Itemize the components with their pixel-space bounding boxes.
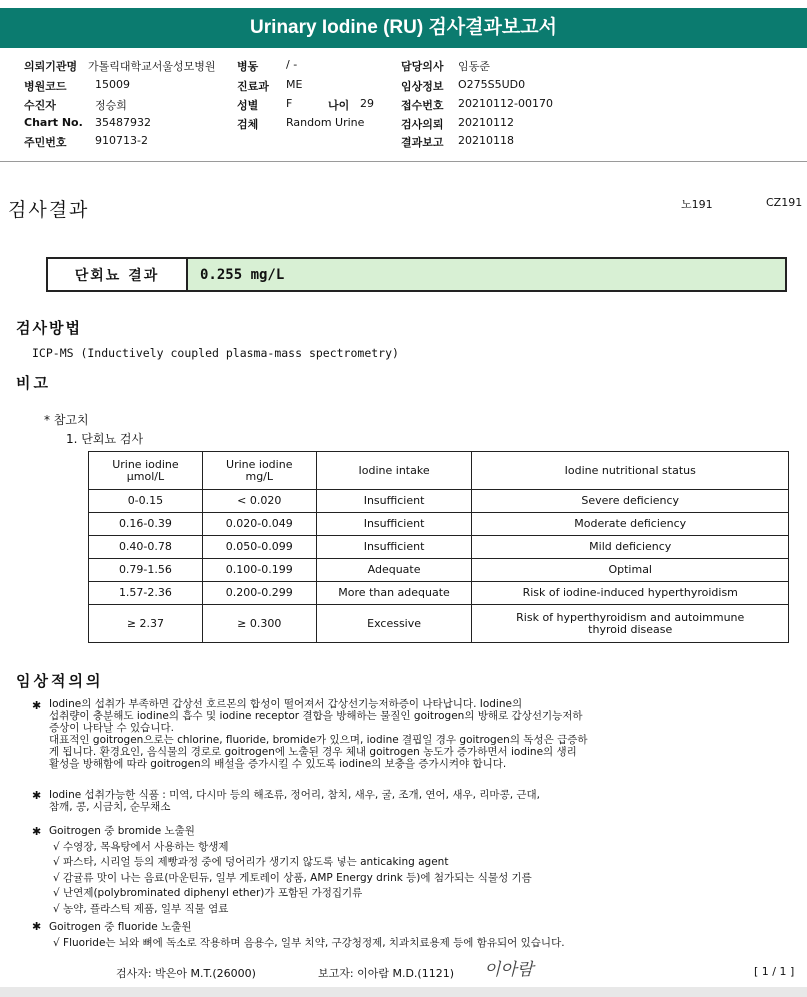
receipt-label: 접수번호	[401, 99, 444, 112]
reporter-signature: 보고자: 이아람 M.D.(1121)	[318, 967, 454, 980]
institution-label: 의뢰기관명	[24, 60, 78, 73]
clinical-para-4: Goitrogen 중 fluoride 노출원 √ Fluoride는 뇌와 뼈에 독소로 작용하며 음용수, 일부 치약, 구강청정제, 치과치료용제 등에 함유되어 있습니다.	[49, 921, 565, 949]
results-code-b: CZ191	[766, 196, 803, 209]
result-value: 0.255 mg/L	[188, 259, 785, 290]
method-heading: 검사방법	[16, 319, 82, 337]
request-value: 20210112	[458, 116, 514, 129]
table-cell: Risk of hyperthyroidism and autoimmune thyroid disease	[472, 605, 789, 643]
table-header-cell: Urine iodine μmol/L	[89, 452, 203, 490]
table-cell: Insufficient	[316, 536, 472, 559]
patient-label: 수진자	[24, 99, 56, 112]
table-cell: 0.050-0.099	[202, 536, 316, 559]
handwritten-signature: 이아람	[484, 960, 534, 980]
age-value: 29	[360, 97, 374, 110]
table-cell: Severe deficiency	[472, 490, 789, 513]
table-cell: Moderate deficiency	[472, 513, 789, 536]
table-cell: 0.020-0.049	[202, 513, 316, 536]
reference-heading: * 참고치	[44, 413, 89, 427]
patient-value: 정승희	[95, 99, 127, 112]
table-row	[89, 513, 789, 536]
department-label: 진료과	[237, 80, 269, 93]
reference-table	[88, 451, 789, 643]
tester-signature: 검사자: 박은아 M.T.(26000)	[116, 967, 256, 980]
table-header-cell: Iodine nutritional status	[472, 452, 789, 490]
receipt-value: 20210112-00170	[458, 97, 553, 110]
sex-label: 성별	[237, 99, 259, 112]
table-cell: 0-0.15	[89, 490, 203, 513]
table-cell: 0.79-1.56	[89, 559, 203, 582]
results-heading: 검사결과	[8, 199, 90, 221]
clinical-info-value: O275S5UD0	[458, 78, 526, 91]
chart-label: Chart No.	[24, 116, 83, 129]
page-indicator: [ 1 / 1 ]	[754, 965, 795, 978]
bullet-icon: ✱	[32, 825, 42, 838]
table-cell: ≥ 2.37	[89, 605, 203, 643]
bottom-bar	[0, 987, 807, 997]
table-cell: 0.16-0.39	[89, 513, 203, 536]
table-row	[89, 582, 789, 605]
hospital-code-value: 15009	[95, 78, 130, 91]
report-date-value: 20210118	[458, 134, 514, 147]
chart-value: 35487932	[95, 116, 151, 129]
table-row	[89, 536, 789, 559]
age-label: 나이	[328, 99, 350, 112]
clinical-para-3: Goitrogen 중 bromide 노출원 √ 수영장, 목욕탕에서 사용하는 항생제 √ 파스타, 시리얼 등의 제빵과정 중에 덩어리가 생기지 않도록 넣는 anticaking agent √ 감귤류 맛이 나는 음료(마운틴듀, 일부 게토레이 상품, AMP Energy drink 등)에 첨가되는 식물성 기름 √ 난연제(polybrominated diphenyl ether)가 포함된 가정집기류 √ 농약, 플라스틱 제품, 일부 직물 염료	[49, 825, 532, 915]
ward-label: 병동	[237, 60, 259, 73]
ward-value: / -	[286, 58, 298, 71]
method-text: ICP-MS (Inductively coupled plasma-mass spectrometry)	[32, 346, 399, 360]
remarks-heading: 비고	[16, 374, 51, 392]
hospital-code-label: 병원코드	[24, 80, 67, 93]
specimen-value: Random Urine	[286, 116, 365, 129]
table-cell: Adequate	[316, 559, 472, 582]
table-cell: ≥ 0.300	[202, 605, 316, 643]
table-cell: 0.40-0.78	[89, 536, 203, 559]
bullet-icon: ✱	[32, 699, 42, 712]
table-cell: Excessive	[316, 605, 472, 643]
bullet-icon: ✱	[32, 789, 42, 802]
report-title: Urinary Iodine (RU) 검사결과보고서	[0, 8, 807, 48]
table-cell: 1.57-2.36	[89, 582, 203, 605]
id-value: 910713-2	[95, 134, 148, 147]
table-row	[89, 559, 789, 582]
doctor-value: 임동준	[458, 60, 490, 73]
table-cell: Optimal	[472, 559, 789, 582]
table-cell: Insufficient	[316, 490, 472, 513]
table-cell: More than adequate	[316, 582, 472, 605]
result-label: 단회뇨 결과	[48, 259, 188, 290]
table-cell: Mild deficiency	[472, 536, 789, 559]
table-cell: Risk of iodine-induced hyperthyroidism	[472, 582, 789, 605]
header-separator	[0, 161, 807, 162]
institution-value: 가톨릭대학교서울성모병원	[88, 60, 216, 73]
clinical-para-1: Iodine의 섭취가 부족하면 갑상선 호르몬의 합성이 떨어져서 갑상선기능저하증이 나타납니다. Iodine의 섭취량이 충분해도 iodine의 흡수 및 iodine receptor 결합을 방해하는 물질인 goitrogen의 방해로 갑상선기능저하 증상이 나타날 수 있습니다. 대표적인 goitrogen으로는 chlorine, fluoride, bromide가 있으며, iodine 결핍일 경우 goitrogen의 독성은 급증하 게 됩니다. 환경요인, 음식물의 경로로 goitrogen에 노출된 경우 체내 goitrogen 농도가 증가하면서 iodine의 생리 활성을 방해함에 따라 goitrogen의 배설을 증가시킬 수 있도록 iodine의 보충을 증가시켜야 합니다.	[49, 698, 588, 770]
table-header-cell: Iodine intake	[316, 452, 472, 490]
id-label: 주민번호	[24, 136, 67, 149]
clinical-para-2: Iodine 섭취가능한 식품 : 미역, 다시마 등의 해조류, 정어리, 참치, 새우, 굴, 조개, 연어, 새우, 리마콩, 근대, 참깨, 콩, 시금치, 순무채소	[49, 789, 541, 813]
table-header-cell: Urine iodine mg/L	[202, 452, 316, 490]
report-date-label: 결과보고	[401, 136, 444, 149]
table-row	[89, 490, 789, 513]
bullet-icon: ✱	[32, 920, 42, 933]
request-label: 검사의뢰	[401, 118, 444, 131]
table-cell: 0.100-0.199	[202, 559, 316, 582]
table-header-row	[89, 452, 789, 490]
result-box	[46, 257, 787, 292]
table-cell: < 0.020	[202, 490, 316, 513]
department-value: ME	[286, 78, 303, 91]
clinical-info-label: 임상정보	[401, 80, 444, 93]
doctor-label: 담당의사	[401, 60, 444, 73]
sex-value: F	[286, 97, 293, 110]
table-cell: 0.200-0.299	[202, 582, 316, 605]
specimen-label: 검체	[237, 118, 259, 131]
clinical-heading: 임상적의의	[16, 672, 104, 690]
table-cell: Insufficient	[316, 513, 472, 536]
reference-subheading: 1. 단회뇨 검사	[66, 432, 144, 446]
table-row	[89, 605, 789, 643]
results-code-a: 노191	[681, 198, 713, 211]
